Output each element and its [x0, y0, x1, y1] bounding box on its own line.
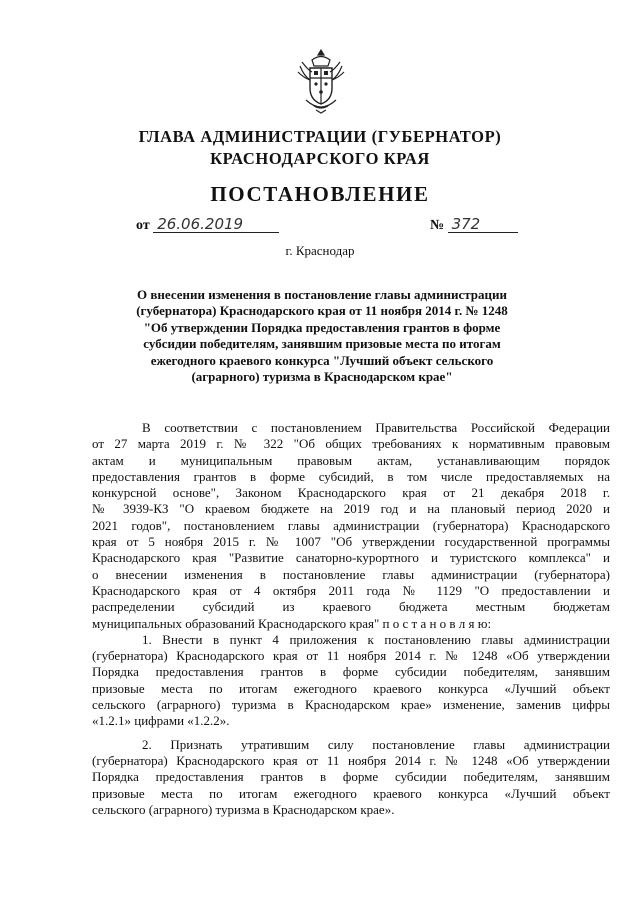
- subject-line: "Об утверждении Порядка предоставления грантов в форме: [143, 319, 501, 335]
- document-subject: [130, 287, 514, 385]
- body-line: распределении субсидий из краевого бюджета местным бюджетам: [92, 599, 610, 615]
- body-line: Порядка предоставления грантов в форме субсидии победителям, занявшим: [92, 664, 610, 680]
- preamble-paragraph: [92, 420, 610, 632]
- body-line: актам и муниципальным правовым актам, устанавливающим порядок: [92, 452, 610, 468]
- body-line: сельского (аграрного) туризма в Краснодарском крае».: [92, 801, 395, 817]
- body-line: 2. Признать утратившим силу постановление главы администрации: [142, 736, 610, 752]
- body-line: Краснодарского края от 4 октября 2011 года № 1129 "О предоставлении и: [92, 582, 610, 598]
- subject-line: ежегодного краевого конкурса "Лучший объект сельского: [150, 352, 494, 368]
- body-line: края от 5 ноября 2015 г. № 1007 "Об утверждении государственной программы: [92, 534, 610, 550]
- body-line: сельского (аграрного) туризма в Краснодарском крае» изменение, заменив цифры: [92, 697, 610, 713]
- number-prefix: №: [430, 218, 445, 233]
- subject-line: О внесении изменения в постановление главы администрации: [137, 287, 507, 302]
- body-line: № 3939-КЗ "О краевом бюджете на 2019 год и на плановый период 2020 и: [92, 501, 610, 517]
- body-line: 2021 годов", постановлением главы администрации (губернатора) Краснодарского: [92, 517, 610, 533]
- subject-line: субсидии победителям, занявшим призовые места по итогам: [143, 336, 501, 352]
- body-line: о внесении изменения в постановление главы администрации (губернатора): [92, 566, 610, 582]
- body-line: конкурсной основе", Законом Краснодарского края от 21 декабря 2018 г.: [92, 485, 610, 501]
- body-line: от 27 марта 2019 г. № 322 "Об общих требованиях к нормативным правовым: [92, 436, 610, 452]
- date-value-handwritten: 26.06.2019: [153, 216, 279, 233]
- document-number: [430, 216, 518, 234]
- subject-line: (губернатора) Краснодарского края от 11 ноября 2014 г. № 1248: [136, 303, 508, 319]
- issuer-title-line-2: КРАСНОДАРСКОГО КРАЯ: [210, 149, 430, 168]
- body-line: Порядка предоставления грантов в форме субсидии победителям, занявшим: [92, 769, 610, 785]
- body-line: В соответствии с постановлением Правительства Российской Федерации: [142, 420, 610, 435]
- document-type-title: ПОСТАНОВЛЕНИЕ: [210, 182, 430, 206]
- body-line: Краснодарского края "Развитие санаторно-курортного и туристского комплекса" и: [92, 550, 610, 566]
- body-line: призовые места по итогам ежегодного краевого конкурса «Лучший объект: [92, 680, 610, 696]
- city-of-issue: г. Краснодар: [285, 243, 355, 258]
- issuer-title-line-1: ГЛАВА АДМИНИСТРАЦИИ (ГУБЕРНАТОР): [138, 127, 502, 146]
- body-line: «1.2.1» цифрами «1.2.2».: [92, 713, 230, 729]
- document-body: [92, 420, 610, 818]
- body-line: муниципальных образований Краснодарского края" п о с т а н о в л я ю:: [92, 615, 492, 631]
- number-value-handwritten: 372: [448, 216, 518, 233]
- item-1-paragraph: [92, 632, 610, 730]
- body-line: 1. Внести в пункт 4 приложения к постановлению главы администрации: [142, 631, 610, 647]
- item-2-paragraph: [92, 737, 610, 818]
- body-line: (губернатора) Краснодарского края от 11 ноября 2014 г. № 1248 «Об утверждении: [92, 752, 610, 768]
- body-line: призовые места по итогам ежегодного краевого конкурса «Лучший объект: [92, 785, 610, 801]
- body-line: предоставления грантов в форме субсидий, в том числе предоставляемых на: [92, 468, 610, 484]
- body-line: (губернатора) Краснодарского края от 11 ноября 2014 г. № 1248 «Об утверждении: [92, 648, 610, 664]
- document-date: [136, 216, 279, 234]
- krasnodar-krai-coat-of-arms-icon: [296, 48, 346, 114]
- date-prefix: от: [136, 218, 150, 233]
- paragraph-spacer: [92, 730, 610, 737]
- subject-line: (аграрного) туризма в Краснодарском крае": [191, 369, 453, 385]
